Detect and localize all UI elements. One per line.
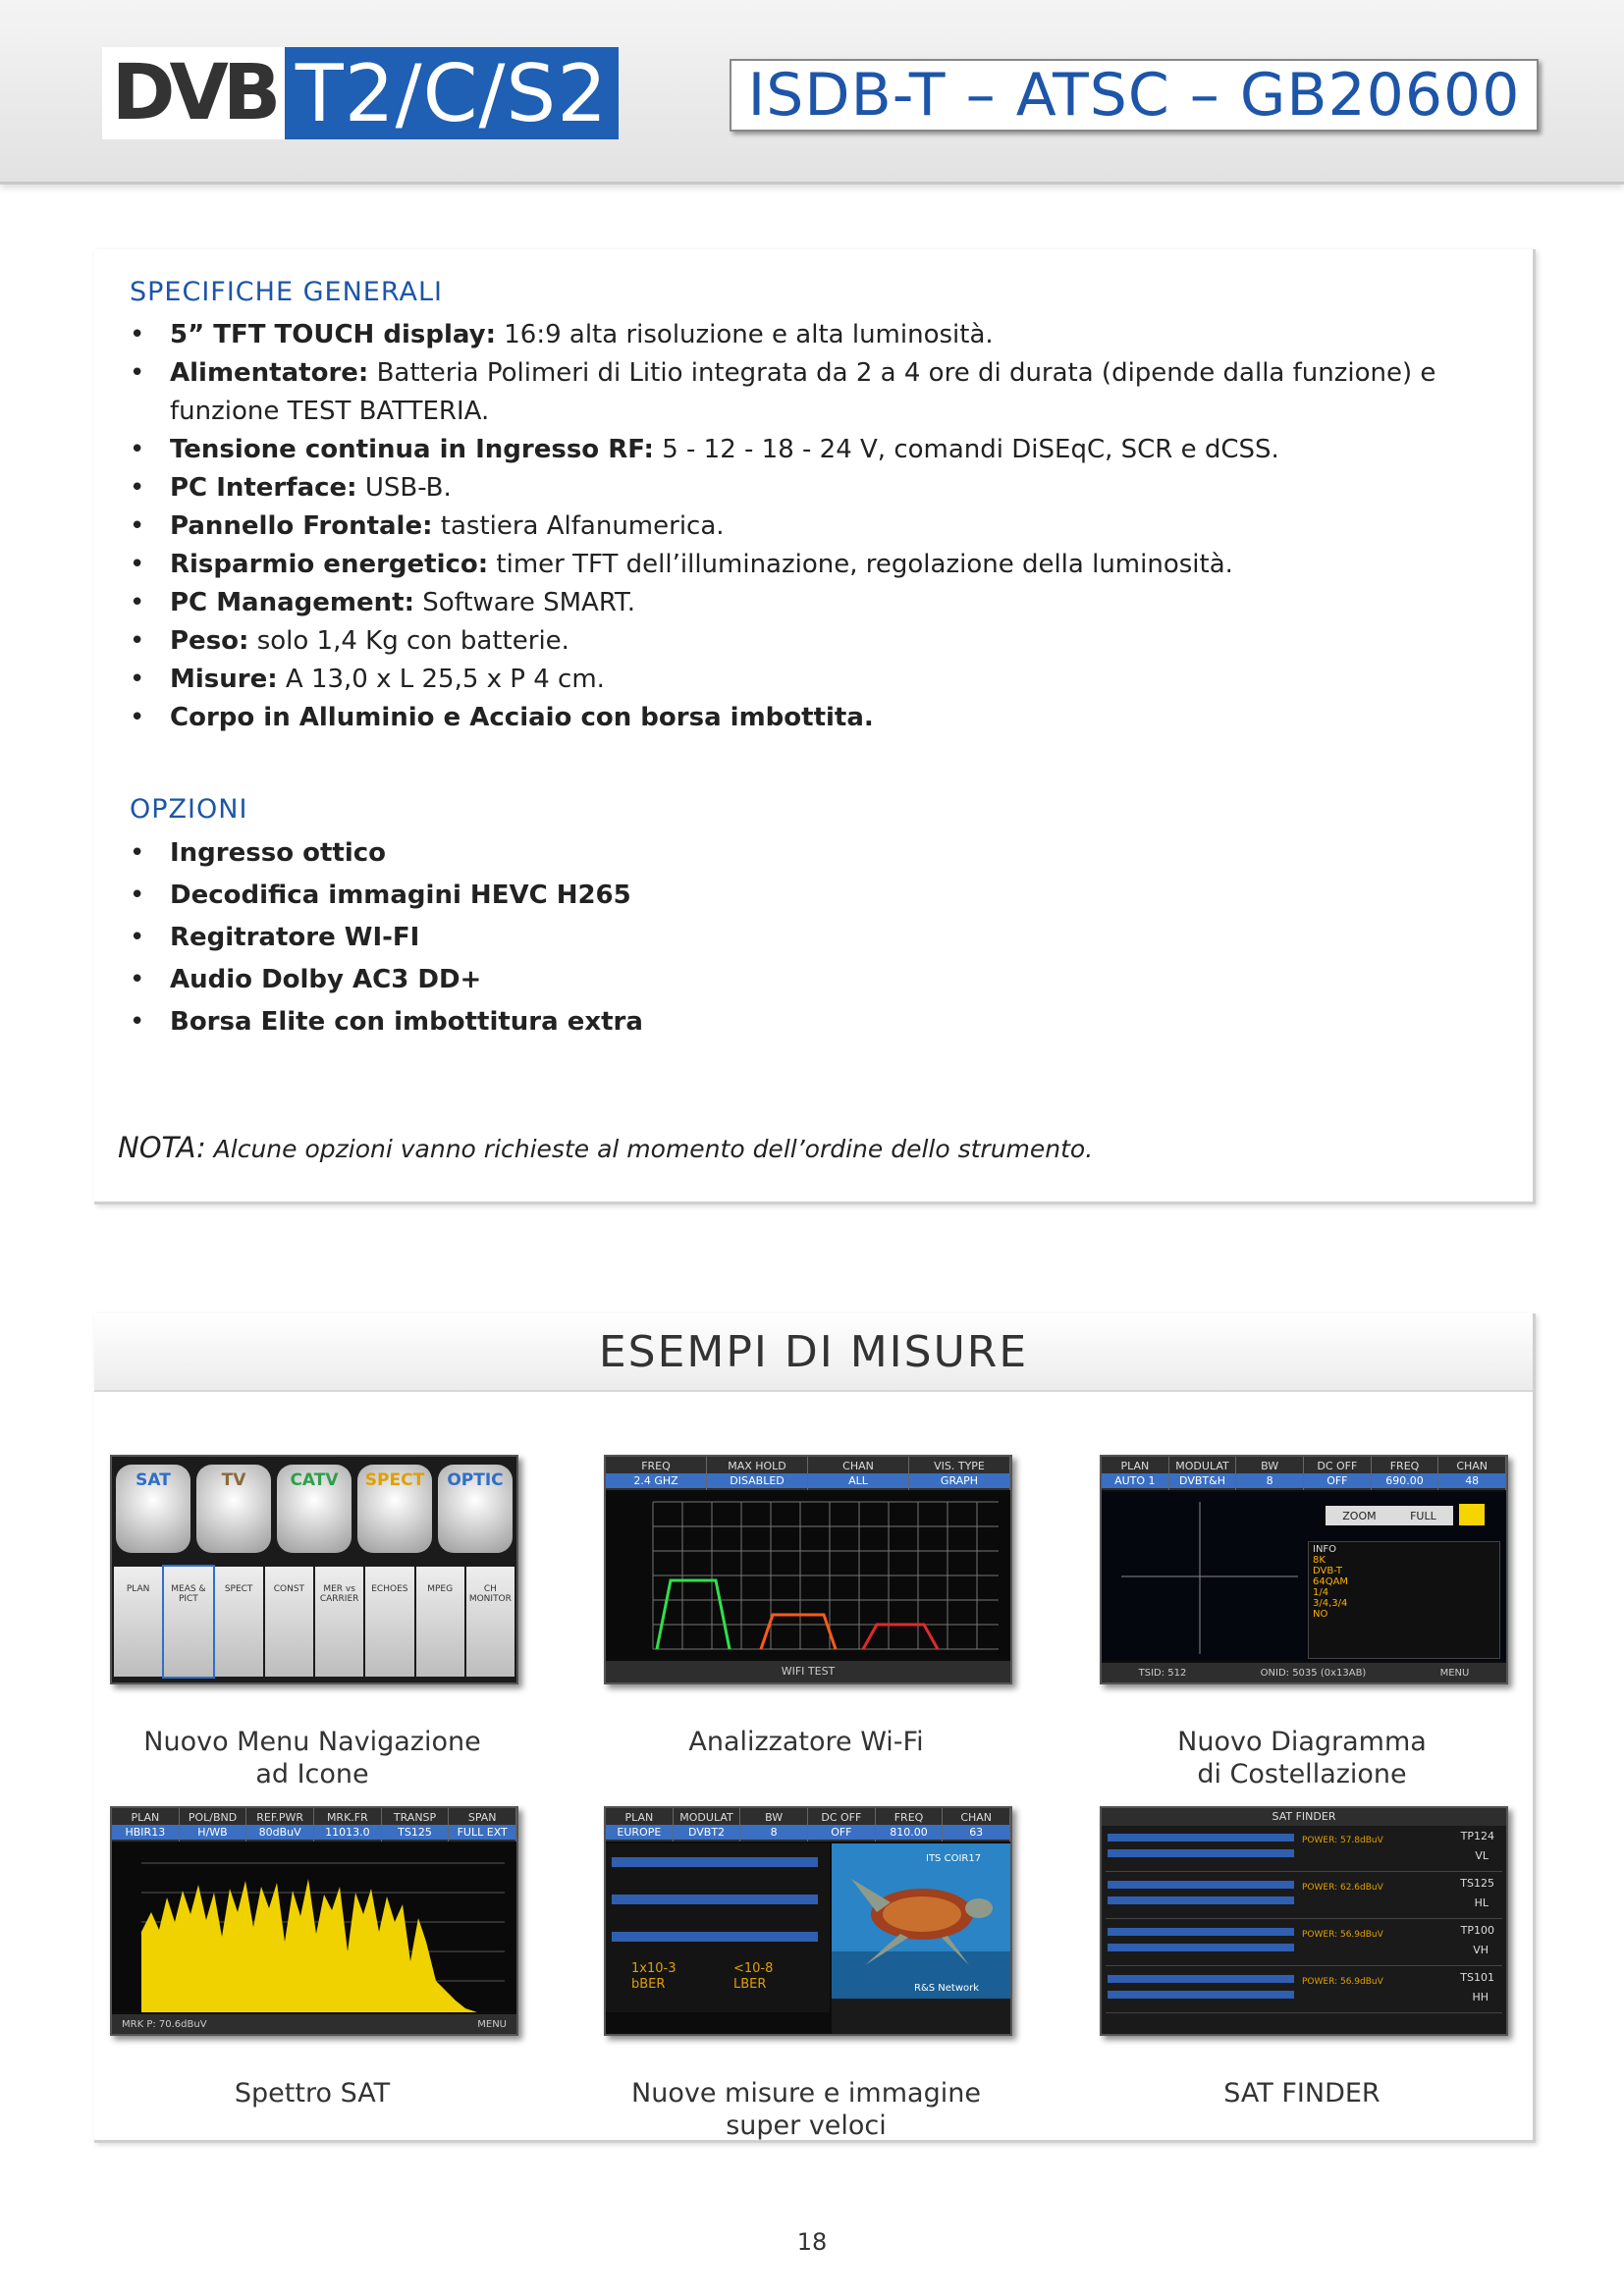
menu-bar-cell[interactable] [876,1808,944,1842]
spec-label: PC Management: [170,588,414,617]
menu-sub-label: MER vs CARRIER [319,1584,359,1604]
constellation-info-line: 3/4,3/4 [1313,1598,1348,1609]
menu-bar-cell[interactable] [246,1808,314,1842]
menu-sub-icon[interactable] [265,1567,313,1677]
example-caption [106,2077,518,2109]
spec-label: PC Interface: [170,473,357,503]
page-number: 18 [796,2228,828,2256]
menu-sub-icon[interactable] [215,1567,263,1677]
menu-bar-value: 8 [1236,1473,1303,1488]
menu-icon-label: CATV [290,1470,339,1490]
menu-sub-icon[interactable] [365,1567,413,1677]
sat-footer-item: MRK P: 70.6dBuV [122,2018,207,2030]
menu-bar-value: HBIR13 [112,1825,179,1840]
specs-list [130,316,1504,737]
constellation-info-line: 1/4 [1313,1587,1329,1598]
finder-power: POWER: 57.8dBuV [1302,1836,1383,1845]
constellation-info-line: 64QAM [1313,1576,1349,1587]
menu-bar-value: 11013.0 [314,1825,381,1840]
examples-panel [94,1313,1536,2143]
spec-text: tastiera Alfanumerica. [432,511,725,541]
menu-bar-label: TRANSP [393,1811,437,1824]
wifi-menu-bar [606,1457,1010,1490]
spec-item [130,431,1504,469]
menu-bar-label: CHAN [842,1460,874,1472]
caption-line-1: Nuove misure e immagine [631,2078,981,2109]
menu-bar-value: 48 [1438,1473,1505,1488]
menu-bar-value: OFF [808,1825,875,1840]
menu-bar-value: 63 [943,1825,1009,1840]
options-list [130,832,1504,1043]
menu-sub-label: SPECT [224,1584,253,1594]
menu-bar-cell[interactable] [180,1808,247,1842]
thumb-wifi-analyzer [604,1455,1012,1684]
finder-power: POWER: 56.9dBuV [1302,1930,1383,1940]
spec-label: Misure: [170,665,278,694]
menu-bar-label: MODULAT [1175,1460,1229,1472]
menu-bar-value: 2.4 GHZ [606,1473,706,1488]
finder-row [1106,1922,1502,1966]
menu-bar-value: FULL EXT [449,1825,515,1840]
menu-bar-cell[interactable] [943,1808,1010,1842]
page-header [0,0,1624,185]
menu-bar-cell[interactable] [606,1457,707,1490]
example-caption [600,2077,1012,2142]
dvb-logo [102,47,619,139]
menu-sub-icon[interactable] [315,1567,363,1677]
spec-text: solo 1,4 Kg con batterie. [248,626,569,656]
channel-name: ITS COIR17 [926,1853,982,1864]
yellow-indicator [1459,1504,1485,1525]
spec-item [130,584,1504,622]
menu-bar-label: POL/BND [188,1811,238,1824]
example-caption [1096,2077,1508,2109]
menu-bar-label: DC OFF [1317,1460,1358,1472]
menu-sub-icon[interactable] [114,1567,162,1677]
menu-sub-icon[interactable] [466,1567,514,1677]
menu-bar-label: PLAN [131,1811,160,1824]
note-lead: NOTA: [118,1131,206,1164]
spec-text: 5 - 12 - 18 - 24 V, comandi DiSEqC, SCR e dCSS. [653,435,1279,464]
menu-bar-cell[interactable] [740,1808,808,1842]
logo-standards-text: T2/C/S2 [285,47,619,139]
menu-bar-label: VIS. TYPE [934,1460,985,1472]
menu-bar-value: 690.00 [1372,1473,1438,1488]
lber-label: LBER [733,1977,767,1992]
constellation-menu-bar [1102,1457,1506,1490]
menu-bar-value: DVBT2 [674,1825,740,1840]
menu-bar-cell[interactable] [1102,1457,1169,1490]
spec-label: Tensione continua in Ingresso RF: [170,435,654,464]
sat-footer-item: MENU [477,2018,507,2030]
menu-bar-value: DVBT&H [1169,1473,1236,1488]
thumb-sat-spectrum [110,1806,518,2036]
menu-bar-label: PLAN [624,1811,654,1824]
constellation-footer [1102,1663,1506,1682]
caption-line-2: di Costellazione [1197,1759,1407,1789]
finder-power: POWER: 56.9dBuV [1302,1977,1383,1987]
option-label: Ingresso ottico [170,838,387,868]
menu-bar-cell[interactable] [1236,1457,1304,1490]
zoom-label: ZOOM [1342,1509,1377,1522]
spec-item [130,316,1504,354]
example-caption [600,1726,1012,1758]
specs-panel [94,249,1536,1204]
menu-sub-label: PLAN [126,1584,150,1594]
menu-bar-cell[interactable] [1304,1457,1372,1490]
menu-icon-catv[interactable] [277,1465,352,1553]
menu-bar-cell[interactable] [382,1808,450,1842]
menu-bar-cell[interactable] [808,1808,876,1842]
option-label: Regitratore WI-FI [170,923,420,952]
constellation-info-line: INFO [1313,1544,1337,1555]
menu-sub-label: CH MONITOR [468,1584,512,1604]
spec-label: 5” TFT TOUCH display: [170,320,496,349]
constellation-info-line: DVB-T [1313,1566,1343,1576]
menu-sub-label: CONST [273,1584,305,1594]
menu-bar-label: SPAN [467,1811,497,1824]
logo-dvb-text: DVB [102,47,285,139]
menu-sub-label: MPEG [427,1584,454,1594]
menu-bar-value: ALL [808,1473,908,1488]
menu-bar-cell[interactable] [449,1808,516,1842]
menu-bar-label: FREQ [1389,1460,1420,1472]
menu-bar-cell[interactable] [909,1457,1010,1490]
finder-pol: HL [1474,1896,1489,1909]
spec-label: Pannello Frontale: [170,511,433,541]
bber-value: 1x10-3 [631,1961,677,1976]
menu-bar-label: CHAN [1456,1460,1489,1472]
bber-label: bBER [631,1977,666,1992]
examples-title: ESEMPI DI MISURE [598,1326,1029,1377]
menu-bar-cell[interactable] [314,1808,382,1842]
constellation-footer-item: ONID: 5035 (0x13AB) [1260,1667,1367,1679]
constellation-footer-item: TSID: 512 [1138,1667,1187,1679]
option-item [130,1001,1504,1043]
sat-footer [112,2014,516,2034]
option-item [130,875,1504,917]
menu-bar-cell[interactable] [1438,1457,1506,1490]
spec-text: USB-B. [356,473,452,503]
zoom-value: FULL [1410,1509,1436,1522]
menu-bar-label: BW [1261,1460,1279,1472]
caption-line-1: SAT FINDER [1223,2078,1380,2109]
menu-bar-value: TS125 [382,1825,449,1840]
finder-tp: TS101 [1460,1971,1494,1984]
caption-line-1: Nuovo Menu Navigazione [143,1727,481,1757]
spec-text: 16:9 alta risoluzione e alta luminosità. [495,320,994,349]
finder-tp: TP124 [1460,1830,1494,1842]
menu-bar-value: H/WB [180,1825,246,1840]
menu-top-icons [116,1465,513,1553]
caption-line-2: super veloci [726,2110,887,2141]
spec-text: Batteria Polimeri di Litio integrata da 2 a 4 ore di durata (dipende dalla funzione) e funzione TEST BATTERIA. [170,358,1436,426]
menu-bar-value: AUTO 1 [1102,1473,1168,1488]
note-text: Alcune opzioni vanno richieste al momento dell’ordine dello strumento. [205,1135,1094,1163]
menu-bar-value: 80dBuV [246,1825,313,1840]
sat-menu-bar [112,1808,516,1842]
spec-label: Peso: [170,626,249,656]
option-label: Audio Dolby AC3 DD+ [170,965,482,994]
spec-item [130,661,1504,699]
finder-row [1106,1828,1502,1872]
sat-spectrum-graph [112,1843,516,2012]
thumb-measures-image [604,1806,1012,2036]
thumb-icon-menu [110,1455,518,1684]
turtle-image [832,1843,1010,2001]
finder-pol: VL [1475,1849,1489,1862]
menu-bar-cell[interactable] [1169,1457,1237,1490]
spec-text: timer TFT dell’illuminazione, regolazione della luminosità. [488,550,1233,579]
menu-icon-label: OPTIC [447,1470,504,1490]
menu-icon-label: TV [221,1470,246,1490]
menu-bottom-icons [114,1567,514,1677]
finder-row [1106,1875,1502,1919]
standards-box: ISDB-T – ATSC – GB20600 [730,59,1539,132]
menu-icon-label: SAT [135,1470,171,1490]
spec-label: Corpo in Alluminio e Acciaio con borsa imbottita. [170,703,874,732]
menu-bar-label: DC OFF [821,1811,862,1824]
finder-pol: HH [1472,1991,1489,2003]
menu-bar-value: EUROPE [606,1825,673,1840]
menu-bar-cell[interactable] [606,1808,674,1842]
spec-item [130,699,1504,737]
note [118,1131,1093,1164]
option-item [130,917,1504,959]
menu-icon-tv[interactable] [196,1465,271,1553]
spec-item [130,546,1504,584]
menu-icon-sat[interactable] [116,1465,190,1553]
menu-icon-optic[interactable] [438,1465,513,1553]
menu-bar-label: CHAN [960,1811,993,1824]
specs-title: SPECIFICHE GENERALI [130,277,443,307]
menu-bar-label: FREQ [893,1811,924,1824]
menu-icon-label: SPECT [364,1470,425,1490]
spec-text: Software SMART. [413,588,636,617]
menu-bar-cell[interactable] [707,1457,808,1490]
wifi-graph [606,1492,1010,1659]
menu-bar-label: MRK.FR [326,1811,368,1824]
measures-menu-bar [606,1808,1010,1842]
finder-tp: TP100 [1460,1924,1494,1937]
measures-bars [606,1843,830,2012]
finder-tp: TS125 [1460,1877,1494,1890]
network-name: R&S Network [914,1983,980,1994]
constellation-info-line: 8K [1313,1555,1326,1566]
caption-line-1: Spettro SAT [234,2078,391,2109]
constellation-footer-item: MENU [1439,1667,1470,1679]
menu-bar-cell[interactable] [112,1808,180,1842]
finder-rows [1102,1828,1506,2020]
finder-title: SAT FINDER [1102,1808,1506,1826]
menu-bar-label: MODULAT [679,1811,733,1824]
menu-sub-icon[interactable] [416,1567,464,1677]
menu-icon-spect[interactable] [357,1465,432,1553]
menu-bar-cell[interactable] [808,1457,909,1490]
options-title: OPZIONI [130,794,248,825]
option-item [130,832,1504,875]
menu-bar-value: DISABLED [707,1473,807,1488]
option-item [130,959,1504,1001]
constellation-info-panel [1308,1541,1500,1659]
example-caption [1096,1726,1508,1790]
caption-line-2: ad Icone [255,1759,369,1789]
example-caption [106,1726,518,1790]
menu-bar-value: 810.00 [876,1825,943,1840]
spec-item [130,469,1504,507]
menu-sub-icon[interactable] [164,1567,212,1677]
menu-bar-label: BW [765,1811,784,1824]
menu-bar-cell[interactable] [674,1808,741,1842]
menu-bar-label: PLAN [1120,1460,1150,1472]
menu-bar-cell[interactable] [1372,1457,1439,1490]
wifi-footer: WIFI TEST [606,1661,1010,1682]
spec-text: A 13,0 x L 25,5 x P 4 cm. [277,665,605,694]
spec-item [130,507,1504,546]
menu-bar-value: OFF [1304,1473,1371,1488]
spec-item [130,354,1504,431]
menu-bar-value: 8 [740,1825,807,1840]
finder-pol: VH [1473,1944,1489,1956]
menu-bar-label: MAX HOLD [728,1460,786,1472]
thumb-constellation [1100,1455,1508,1684]
menu-bar-label: FREQ [641,1460,671,1472]
constellation-zoom[interactable] [1326,1506,1453,1525]
menu-bar-label: REF.PWR [256,1811,304,1824]
spec-label: Risparmio energetico: [170,550,489,579]
thumb-sat-finder [1100,1806,1508,2036]
menu-sub-label: MEAS & PICT [171,1584,206,1604]
finder-power: POWER: 62.6dBuV [1302,1883,1383,1893]
constellation-info-line: NO [1313,1609,1328,1620]
spec-item [130,622,1504,661]
caption-line-1: Analizzatore Wi-Fi [688,1727,924,1757]
finder-row [1106,1969,1502,2013]
lber-value: <10-8 [733,1961,774,1976]
menu-bar-value: GRAPH [909,1473,1009,1488]
examples-title-band [94,1313,1533,1392]
option-label: Decodifica immagini HEVC H265 [170,881,631,910]
caption-line-1: Nuovo Diagramma [1177,1727,1427,1757]
menu-sub-label: ECHOES [371,1584,408,1594]
option-label: Borsa Elite con imbottitura extra [170,1007,643,1037]
spec-label: Alimentatore: [170,358,369,388]
